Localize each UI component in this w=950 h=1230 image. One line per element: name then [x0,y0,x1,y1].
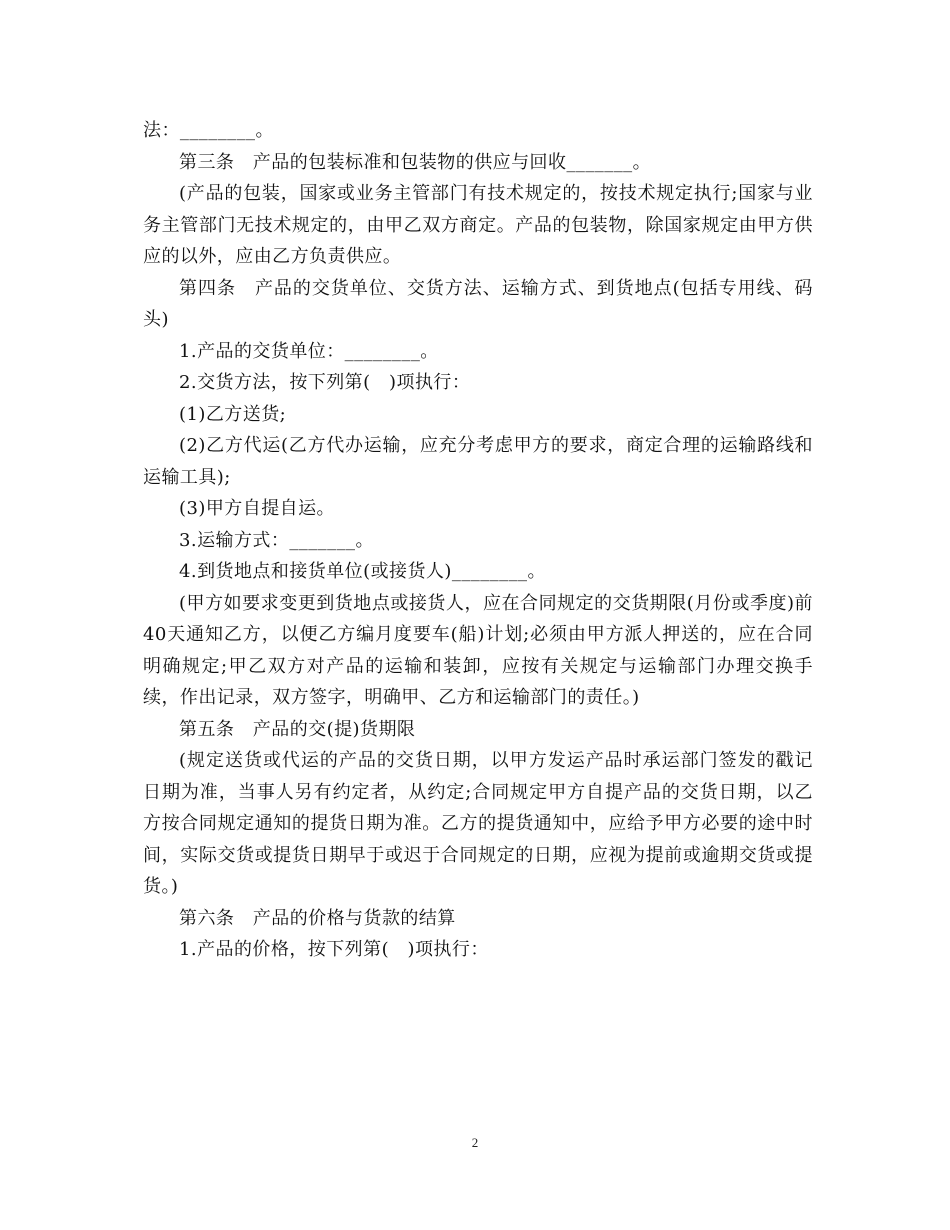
paragraph: (3)甲方自提自运。 [179,498,335,519]
paragraph: (2)乙方代运(乙方代办运输，应充分考虑甲方的要求，商定合理的运输路线和运输工具); [143,435,813,488]
paragraph: (1)乙方送货; [179,403,287,425]
paragraph: (产品的包装，国家或业务主管部门有技术规定的，按技术规定执行;国家与业务主管部门无技术规定的，由甲乙双方商定。产品的包装物，除国家规定由甲方供应的以外，应由乙方负责供应。 [143,183,813,267]
paragraph: 2.交货方法，按下列第( )项执行： [179,372,471,393]
document-body [143,115,813,966]
page-number: 2 [471,1135,479,1150]
paragraph: 法：________。 [143,120,274,141]
paragraph: 3.运输方式：_______。 [179,529,374,551]
paragraph: 1.产品的交货单位：________。 [179,340,439,362]
paragraph: 1.产品的价格，按下列第( )项执行： [179,939,489,960]
paragraph: 第三条 产品的包装标准和包装物的供应与回收_______。 [179,151,652,173]
paragraph: 第六条 产品的价格与货款的结算 [179,907,456,929]
paragraph: 4.到货地点和接货单位(或接货人)________。 [179,561,546,582]
paragraph: 第四条 产品的交货单位、交货方法、运输方式、到货地点(包括专用线、码头) [143,277,813,330]
paragraph: (甲方如要求变更到货地点或接货人，应在合同规定的交货期限(月份或季度)前40天通知乙方，以便乙方编月度要车(船)计划;必须由甲方派人押送的，应在合同明确规定;甲乙双方对产品的运输和装卸，应按有关规定与运输部门办理交换手续，作出记录，双方签字，明确甲、乙方和运输部门的责任。) [143,592,813,708]
paragraph: (规定送货或代运的产品的交货日期，以甲方发运产品时承运部门签发的戳记日期为准，当事人另有约定者，从约定;合同规定甲方自提产品的交货日期，以乙方按合同规定通知的提货日期为准。乙方的提货通知中，应给予甲方必要的途中时间，实际交货或提货日期早于或迟于合同规定的日期，应视为提前或逾期交货或提货。) [143,750,813,897]
paragraph: 第五条 产品的交(提)货期限 [179,718,416,740]
